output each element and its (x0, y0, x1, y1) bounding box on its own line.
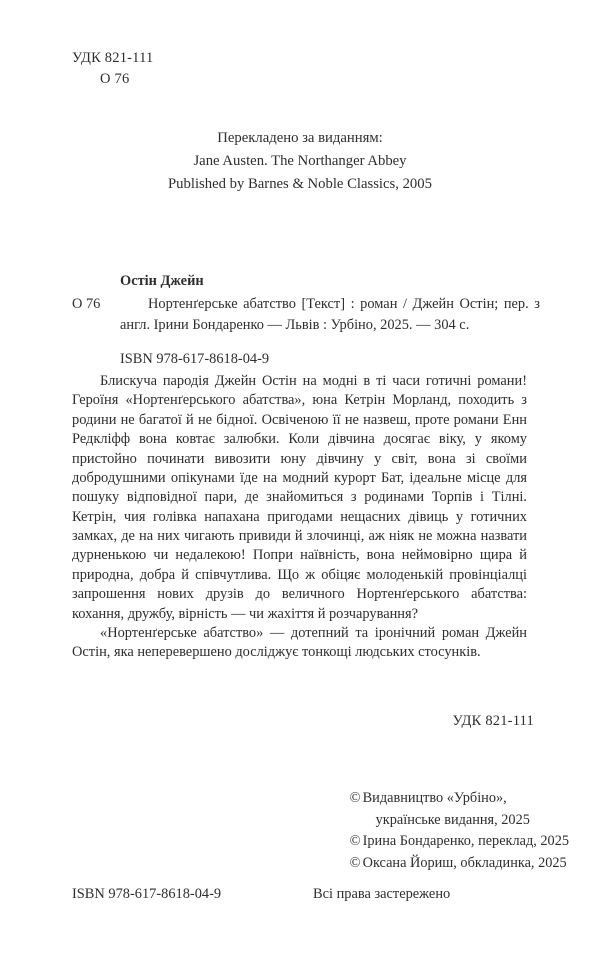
footer-isbn: ISBN 978-617-8618-04-9 (72, 886, 222, 902)
rights-line-translator (349, 831, 569, 853)
source-edition-block (0, 127, 600, 195)
annotation-block (72, 372, 527, 663)
footer-rights-reserved: Всі права застережено (313, 886, 451, 902)
annotation-paragraph-1: Блискуча пародія Джейн Остін на модні в ті часи готичні романи! Героїня «Нортенґерського абатства», юна Кетрін Морланд, походить з родини не багатої й не бідної. Освіченою її не назвеш, проте романи Енн Редкліфф вона ковтає залюбки. Коли дівчина досягає віку, у якому пристойно починати вивозити юну дівчину у світ, вона зі своїми добродушними опікунами їде на модний курорт Бат, ідеальне місце для пошуку відповідної пари, де знайомиться з родинами Торпів і Тілні. Кетрін, чия голівка напахана пригодами нещасних дівиць у готичних замках, де на них чигають привиди й злочинці, аж ніяк не можна назвати дурненькою чи недалекою! Попри наївність, вона неймовірно щира й природна, добра й співчутлива. Що ж обіцяє молоденькій провінціалці запрошення нових друзів до величного Нортенґерського абатства: кохання, дружбу, вірність — чи жахіття й розчарування? (72, 373, 527, 622)
udc-classification-bottom: УДК 821-111 (452, 713, 534, 729)
cip-description: Нортенґерське абатство [Текст] : роман / Джейн Остін; пер. з англ. Ірини Бондаренко — Львів : Урбіно, 2025. — 304 с. (120, 296, 540, 334)
annotation-paragraph-2: «Нортенґерське абатство» — дотепний та іронічний роман Джейн Остін, яка неперевершено досліджує тонкощі людських стосунків. (72, 624, 527, 661)
rights-line-publisher-cont: українське видання, 2025 (375, 811, 530, 828)
copyright-icon: © (349, 855, 361, 872)
rights-publisher-text: Видавництво «Урбіно», (362, 790, 507, 806)
rights-cover-artist-text: Оксана Йориш, обкладинка, 2025 (362, 855, 567, 872)
cip-record (72, 271, 540, 370)
cip-isbn: ISBN 978-617-8618-04-9 (120, 350, 270, 367)
source-edition-heading: Перекладено за виданням: (217, 130, 383, 146)
cip-sigla: О 76 (72, 296, 101, 313)
copyright-icon: © (349, 833, 361, 850)
rights-line-cover-artist (349, 853, 569, 875)
udc-author-sign-top: О 76 (100, 71, 130, 88)
rights-line-publisher (349, 788, 569, 810)
cip-author: Остін Джейн (120, 273, 204, 289)
cip-body (72, 294, 540, 336)
source-edition-title: Jane Austen. The Northanger Abbey (193, 152, 407, 169)
copyright-icon: © (349, 790, 361, 806)
udc-classification-top: УДК 821-111 (72, 50, 154, 66)
source-edition-publisher: Published by Barnes & Noble Classics, 2005 (168, 175, 432, 192)
rights-block (349, 788, 569, 875)
rights-translator-text: Ірина Бондаренко, переклад, 2025 (362, 833, 569, 850)
udc-block-top (72, 48, 153, 90)
